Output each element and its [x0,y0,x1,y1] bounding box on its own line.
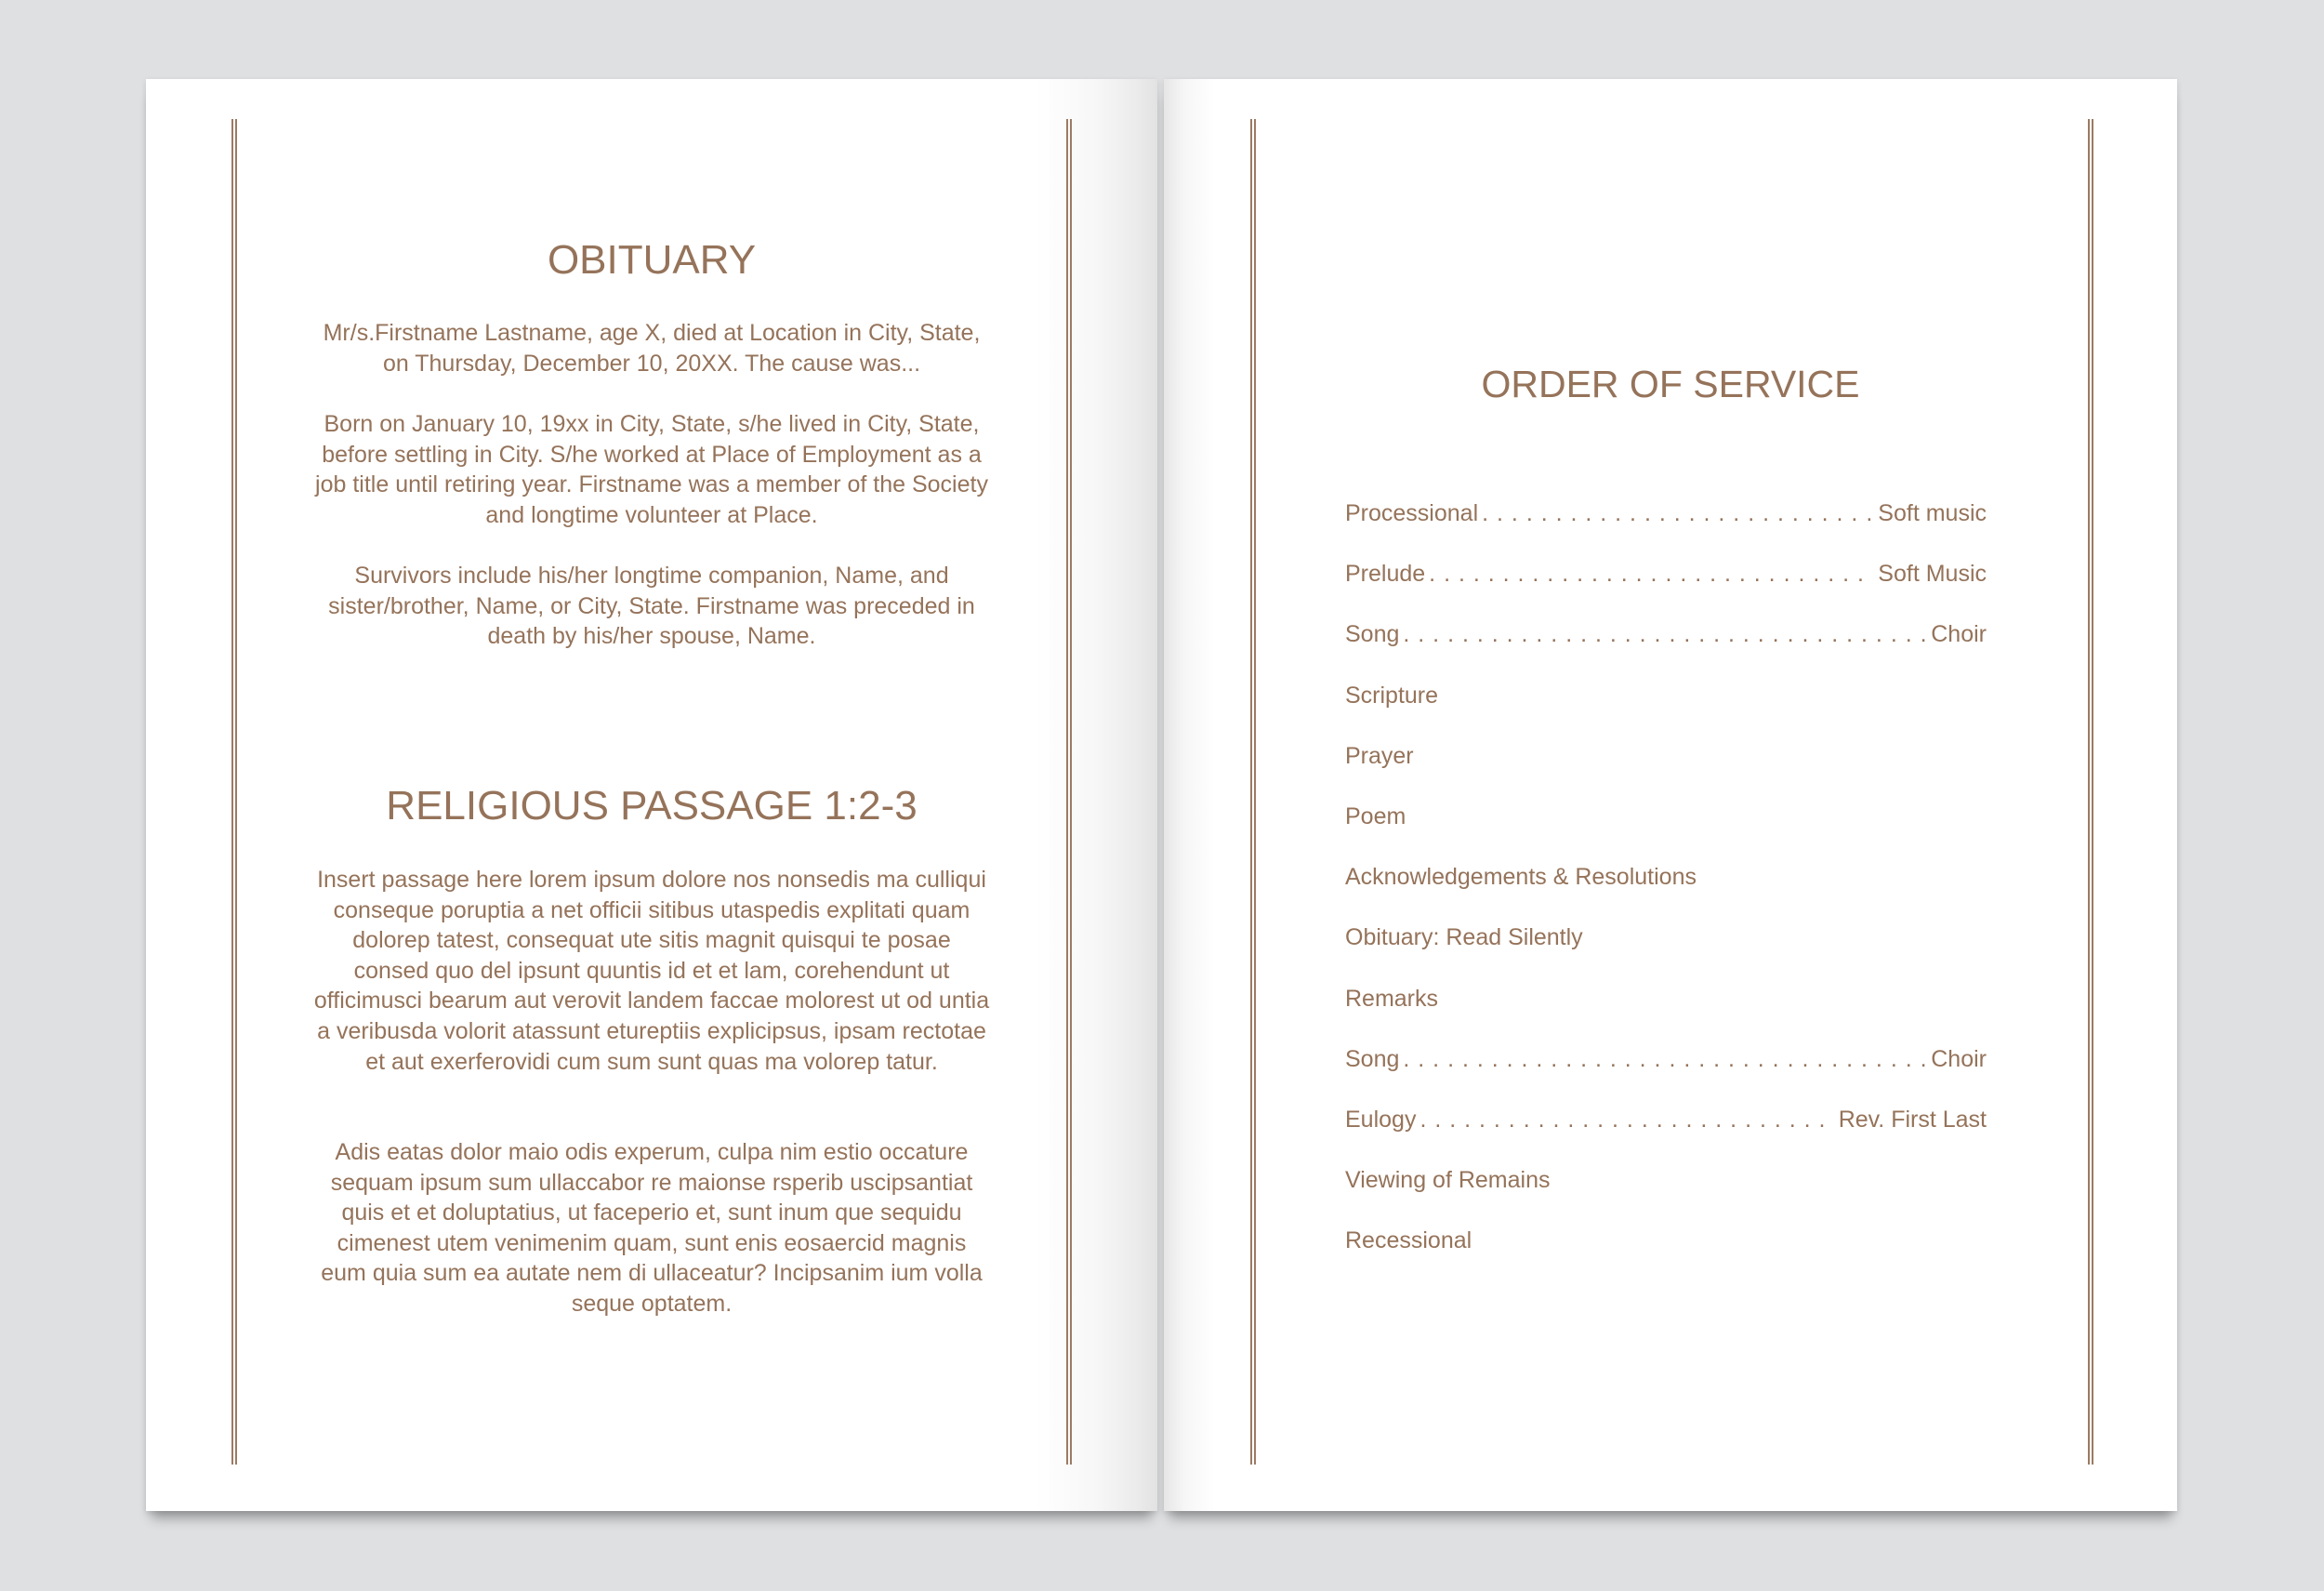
dot-leader [1429,561,1872,588]
service-item-detail: Soft Music [1878,561,1987,588]
obituary-paragraph: Survivors include his/her longtime companion, Name, and sister/brother, Name, or City, State. Firstname was preceded in death by his/her spouse, Name. [328,563,975,650]
service-item-label: Song [1345,1045,1400,1072]
right-page-border-left [1250,119,1256,1465]
religious-passage-title: RELIGIOUS PASSAGE 1:2-3 [386,783,918,829]
order-of-service-title: ORDER OF SERVICE [1481,363,1860,405]
service-item-label: Remarks [1345,985,1439,1012]
obituary-paragraph: Mr/s.Firstname Lastname, age X, died at Location in City, State, on Thursday, December 10, 20XX. The cause was... [323,320,981,377]
service-item [1345,621,1987,682]
right-page-border-right [2088,119,2093,1465]
order-of-service-list [1345,500,1987,1288]
service-item [1345,561,1987,621]
right-page [1164,79,2177,1511]
service-item [1345,986,1987,1046]
service-item-label: Viewing of Remains [1345,1167,1551,1194]
service-item-label: Prayer [1345,742,1414,769]
dot-leader [1482,500,1872,527]
service-item-label: Acknowledgements & Resolutions [1345,864,1697,891]
service-item [1345,1227,1987,1288]
service-item [1345,864,1987,924]
service-item-label: Prelude [1345,561,1426,588]
obituary-paragraph: Born on January 10, 19xx in City, State, s/he lived in City, State, before settling in City. S/he worked at Place of Employment as a job title until retiring year. Firstname was a member of the Society and longtime volunteer at Place. [315,411,988,528]
service-item [1345,924,1987,985]
obituary-title: OBITUARY [547,237,757,283]
service-item-detail: Soft music [1878,500,1987,526]
service-item-label: Eulogy [1345,1106,1417,1133]
service-item [1345,803,1987,864]
service-item-detail: Choir [1931,1045,1987,1072]
service-item-label: Scripture [1345,682,1439,709]
service-item [1345,1107,1987,1167]
service-item [1345,1046,1987,1107]
dot-leader [1419,1107,1832,1134]
service-item-label: Poem [1345,802,1406,829]
service-item [1345,1167,1987,1227]
service-item [1345,683,1987,743]
service-item-detail: Choir [1931,621,1987,648]
dot-leader [1403,621,1925,648]
service-item-label: Recessional [1345,1227,1472,1254]
service-item [1345,500,1987,561]
dot-leader [1403,1046,1925,1073]
service-item-label: Processional [1345,500,1479,526]
religious-passage-paragraph: Insert passage here lorem ipsum dolore nos nonsedis ma culliqui conseque poruptia a net officii sitibus utaspedis explitati quam dolorep tatest, consequat ute sitis magnit quisqui te posae consed quo del ipsunt quuntis id et et lam, corehendunt ut officimusci bearum aut verovit landem faccae molorest ut od untia a veribusda volorit atassunt etureptiis explicipsus, ipsam rectotae et aut exerferovidi cum sum sunt quas ma volorep tatur. [313,867,990,1075]
service-item [1345,743,1987,803]
left-page [146,79,1157,1511]
service-item-detail: Rev. First Last [1838,1106,1987,1133]
service-item-label: Song [1345,621,1400,648]
religious-passage-paragraph: Adis eatas dolor maio odis experum, culpa nim estio occature sequam ipsum sum ullaccabor re maionse rsperib uscipsantiat quis et et doluptatius, ut faceperio et, sunt inum que sequidu cimenest utem venimenim quam, sunt enis eosaercid magnis eum quia sum ea autate nem di ullaceatur? Incipsanim ium volla seque optatem. [321,1139,983,1317]
service-item-label: Obituary: Read Silently [1345,924,1583,951]
